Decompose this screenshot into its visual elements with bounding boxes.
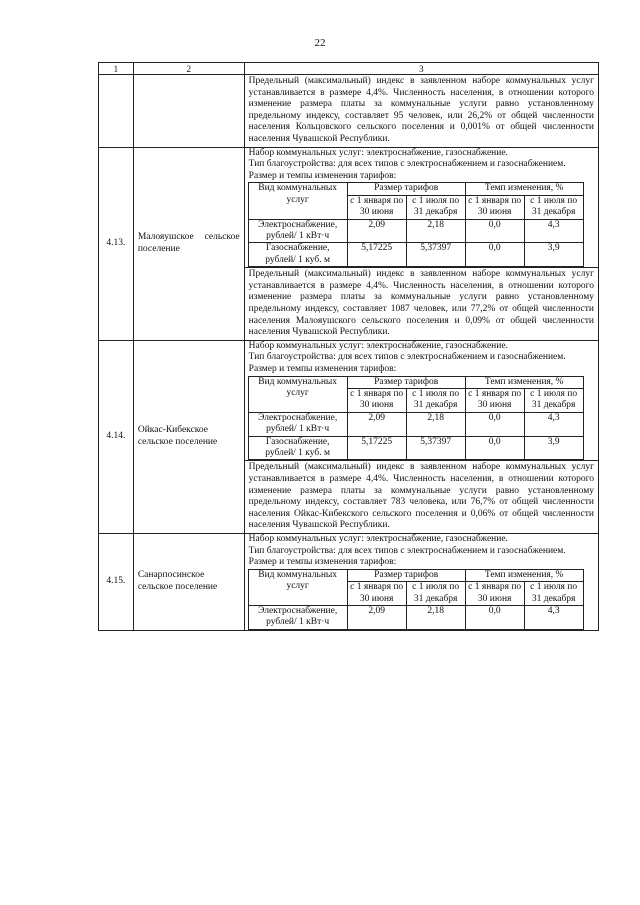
settlement-number: 4.14. bbox=[99, 340, 134, 533]
improvement-type-text: Тип благоустройства: для всех типов с электроснабжением и газоснабжением. bbox=[248, 545, 566, 556]
change-rate-header: Темп изменения, % bbox=[465, 376, 583, 388]
service-name: Газоснабжение, рублей/ 1 куб. м bbox=[248, 243, 347, 267]
period-jan-header: с 1 января по 30 июня bbox=[347, 388, 406, 412]
tariff-data-row bbox=[248, 412, 583, 436]
improvement-type-text: Тип благоустройства: для всех типов с электроснабжением и газоснабжением. bbox=[248, 159, 566, 170]
period-jul-header: с 1 июля по 31 декабря bbox=[524, 388, 583, 412]
period-jan-header: с 1 января по 30 июня bbox=[465, 195, 524, 219]
tariff-size-header: Размер тарифов bbox=[347, 183, 465, 195]
settlement-number: 4.13. bbox=[99, 147, 134, 340]
service-type-header: Вид коммунальных услуг bbox=[248, 183, 347, 219]
settlement-row bbox=[99, 340, 599, 533]
page-number: 22 bbox=[314, 37, 326, 49]
service-name: Газоснабжение, рублей/ 1 куб. м bbox=[248, 436, 347, 460]
tariff-header-row bbox=[248, 569, 583, 581]
tariff-table bbox=[248, 569, 584, 630]
rate-value-jan: 0,0 bbox=[465, 605, 524, 629]
tariff-sizes-label: Размер и темпы изменения тарифов: bbox=[248, 170, 397, 181]
empty-num-cell bbox=[99, 75, 134, 148]
improvement-type-text: Тип благоустройства: для всех типов с электроснабжением и газоснабжением. bbox=[248, 352, 566, 363]
tariff-size-header: Размер тарифов bbox=[347, 376, 465, 388]
col-1-header: 1 bbox=[99, 63, 134, 75]
rate-value-jul: 3,9 bbox=[524, 243, 583, 267]
settlement-details bbox=[244, 533, 598, 630]
service-type-header: Вид коммунальных услуг bbox=[248, 376, 347, 412]
tariff-data-row bbox=[248, 436, 583, 460]
rate-value-jan: 0,0 bbox=[465, 412, 524, 436]
service-type-header: Вид коммунальных услуг bbox=[248, 569, 347, 605]
empty-name-cell bbox=[133, 75, 244, 148]
rate-value-jul: 3,9 bbox=[524, 436, 583, 460]
column-number-row bbox=[99, 63, 599, 75]
period-jan-header: с 1 января по 30 июня bbox=[465, 388, 524, 412]
tariff-document-table bbox=[98, 62, 599, 631]
tariff-value-jul: 5,37397 bbox=[406, 436, 465, 460]
service-set-text: Набор коммунальных услуг: электроснабжение, газоснабжение. bbox=[248, 147, 508, 158]
tariff-table bbox=[248, 182, 584, 267]
change-rate-header: Темп изменения, % bbox=[465, 183, 583, 195]
rate-value-jul: 4,3 bbox=[524, 219, 583, 243]
service-name: Электроснабжение, рублей/ 1 кВт·ч bbox=[248, 219, 347, 243]
col-2-header: 2 bbox=[133, 63, 244, 75]
tariff-value-jul: 5,37397 bbox=[406, 243, 465, 267]
tariff-value-jul: 2,18 bbox=[406, 605, 465, 629]
tariff-value-jan: 2,09 bbox=[347, 412, 406, 436]
rate-value-jul: 4,3 bbox=[524, 605, 583, 629]
tariff-data-row bbox=[248, 243, 583, 267]
settlement-name: Санарпосинское сельское поселение bbox=[133, 533, 244, 630]
settlement-name: Малояушское сельское поселение bbox=[133, 147, 244, 340]
col-3-header: 3 bbox=[244, 63, 598, 75]
intro-paragraph: Предельный (максимальный) индекс в заявленном наборе коммунальных услуг устанавливается в размере 4,4%. Численность населения, в отношении которого изменение размера платы за коммунальные услуги равно установленному предельному индексу, составляет 95 человек, или 26,2% от общей численности населения Кольцовского сельского поселения и 0,001% от общей численности населения Чувашской Республики. bbox=[248, 76, 594, 144]
period-jan-header: с 1 января по 30 июня bbox=[347, 195, 406, 219]
tariff-value-jan: 2,09 bbox=[347, 219, 406, 243]
settlement-details bbox=[244, 340, 598, 533]
tariff-data-row bbox=[248, 219, 583, 243]
change-rate-header: Темп изменения, % bbox=[465, 569, 583, 581]
tariff-value-jan: 5,17225 bbox=[347, 436, 406, 460]
period-jul-header: с 1 июля по 31 декабря bbox=[406, 388, 465, 412]
service-name: Электроснабжение, рублей/ 1 кВт·ч bbox=[248, 605, 347, 629]
tariff-header-row bbox=[248, 376, 583, 388]
continuation-row bbox=[99, 75, 599, 148]
period-jan-header: с 1 января по 30 июня bbox=[347, 582, 406, 606]
index-paragraph: Предельный (максимальный) индекс в заявленном наборе коммунальных услуг устанавливается в размере 4,4%. Численность населения, в отношении которого изменение размера платы за коммунальные услуги равно установленному предельному индексу, составляет 1087 человек, или 77,2% от общей численности населения Малояушского сельского поселения и 0,09% от общей численности населения Чувашской Республики. bbox=[245, 267, 598, 340]
tariff-value-jul: 2,18 bbox=[406, 219, 465, 243]
service-name: Электроснабжение, рублей/ 1 кВт·ч bbox=[248, 412, 347, 436]
period-jul-header: с 1 июля по 31 декабря bbox=[524, 195, 583, 219]
tariff-table bbox=[248, 376, 584, 461]
period-jul-header: с 1 июля по 31 декабря bbox=[524, 582, 583, 606]
period-jan-header: с 1 января по 30 июня bbox=[465, 582, 524, 606]
tariff-size-header: Размер тарифов bbox=[347, 569, 465, 581]
settlement-name: Ойкас-Кибекское сельское поселение bbox=[133, 340, 244, 533]
tariff-data-row bbox=[248, 605, 583, 629]
settlement-row bbox=[99, 533, 599, 630]
settlement-details bbox=[244, 147, 598, 340]
tariff-sizes-label: Размер и темпы изменения тарифов: bbox=[248, 363, 397, 374]
tariff-value-jul: 2,18 bbox=[406, 412, 465, 436]
period-jul-header: с 1 июля по 31 декабря bbox=[406, 195, 465, 219]
tariff-sizes-label: Размер и темпы изменения тарифов: bbox=[248, 557, 397, 568]
tariff-value-jan: 2,09 bbox=[347, 605, 406, 629]
service-set-text: Набор коммунальных услуг: электроснабжение, газоснабжение. bbox=[248, 340, 508, 351]
tariff-value-jan: 5,17225 bbox=[347, 243, 406, 267]
rate-value-jan: 0,0 bbox=[465, 436, 524, 460]
rate-value-jan: 0,0 bbox=[465, 243, 524, 267]
settlement-number: 4.15. bbox=[99, 533, 134, 630]
period-jul-header: с 1 июля по 31 декабря bbox=[406, 582, 465, 606]
settlement-row bbox=[99, 147, 599, 340]
rate-value-jan: 0,0 bbox=[465, 219, 524, 243]
tariff-header-row bbox=[248, 183, 583, 195]
index-paragraph: Предельный (максимальный) индекс в заявленном наборе коммунальных услуг устанавливается в размере 4,4%. Численность населения, в отношении которого изменение размера платы за коммунальные услуги равно установленному предельному индексу, составляет 783 человека, или 76,7% от общей численности населения Ойкас-Кибекского сельского поселения и 0,06% от общей численности населения Чувашской Республики. bbox=[245, 460, 598, 533]
continuation-cell bbox=[244, 75, 598, 148]
service-set-text: Набор коммунальных услуг: электроснабжение, газоснабжение. bbox=[248, 533, 508, 544]
rate-value-jul: 4,3 bbox=[524, 412, 583, 436]
